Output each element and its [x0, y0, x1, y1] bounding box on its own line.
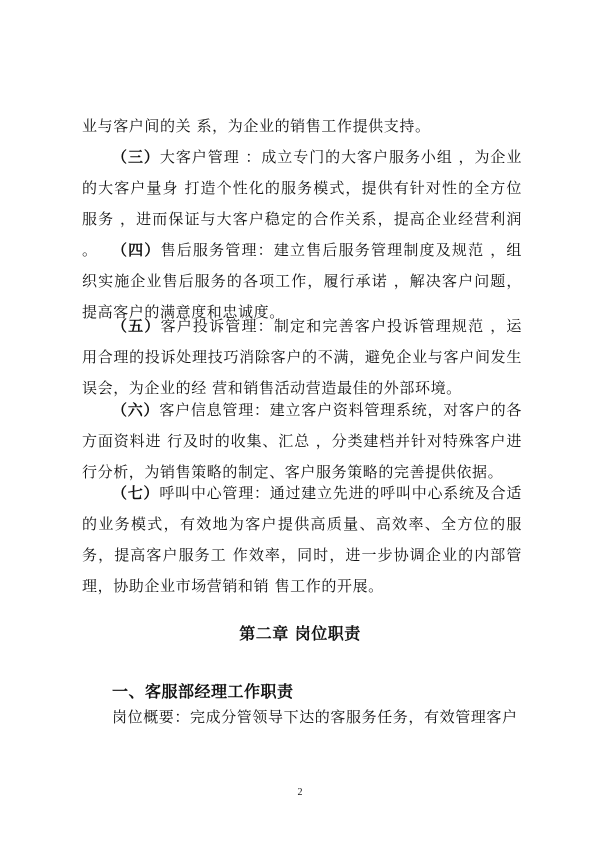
intro-text: 业与客户间的关 系，为企业的销售工作提供支持。 — [82, 117, 431, 135]
section-5-text: 客户投诉管理：制定和完善客户投诉管理规范 ，运用合理的投诉处理技巧消除客户的不满，避免企业与客户间发生误会，为企业的经 营和销售活动营造最佳的外部环境。 — [82, 317, 522, 397]
overview-text: 岗位概要：完成分管领导下达的客服务任务，有效管理客户 — [112, 708, 518, 726]
section-5-label: （五） — [112, 317, 161, 335]
section-3-label: （三） — [112, 148, 160, 166]
section-6-label: （六） — [112, 401, 160, 419]
section-3-text: 大客户管理 ：成立专门的大客户服务小组 ，为企业的大客户量身 打造个性化的服务模式，提供有针对性的全方位服务 ，进而保证与大客户稳定的合作关系，提高企业经营利润 。 — [82, 148, 522, 259]
section-4-text: 售后服务管理：建立售后服务管理制度及规范 ，组织实施企业售后服务的各项工作，履行承诺 ，解决客户问题，提高客户的满意度和忠诚度。 — [82, 241, 522, 321]
overview-paragraph — [82, 702, 522, 733]
section-7-label: （七） — [112, 484, 160, 502]
section-6-text: 客户信息管理：建立客户资料管理系统，对客户的各方面资料进 行及时的收集、汇总 ，分类建档并针对特殊客户进行分析，为销售策略的制定、客户服务策略的完善提供依据。 — [82, 401, 522, 481]
page-number: 2 — [297, 787, 303, 798]
section-5-paragraph — [82, 311, 522, 404]
intro-paragraph — [82, 111, 522, 142]
section-7-paragraph — [82, 478, 522, 602]
section-6-paragraph — [82, 395, 522, 488]
section-7-text: 呼叫中心管理：通过建立先进的呼叫中心系统及合适的业务模式，有效地为客户提供高质量、高效率、全方位的服务，提高客户服务工 作效率，同时，进一步协调企业的内部管理，协助企业市场营销和销 售工作的开展。 — [82, 484, 522, 595]
section-heading: 一、客服部经理工作职责 — [112, 682, 294, 701]
chapter-title: 第二章 岗位职责 — [239, 624, 361, 643]
section-4-label: （四） — [112, 241, 161, 259]
